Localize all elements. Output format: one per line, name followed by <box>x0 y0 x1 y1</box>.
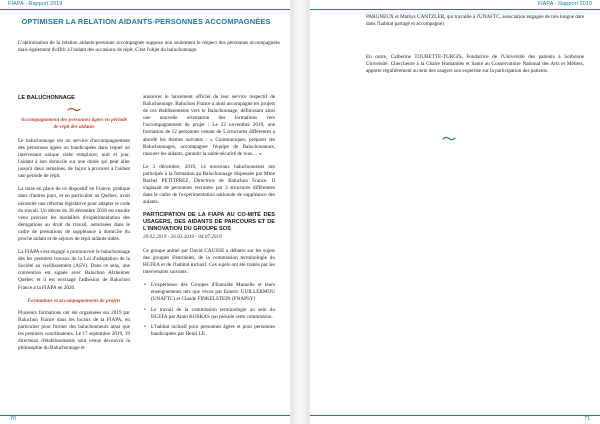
section-subtitle-2: Formations et accompagnements de projets <box>27 297 121 304</box>
right-page <box>310 0 600 424</box>
book-gutter <box>290 0 310 424</box>
right-column <box>143 95 275 341</box>
paragraph: Ce groupe animé par David CAUSSE a débattu sur les sujets des groupes d'entraides, de la commission terminologie du HCFEA et de l'habitat inclusif. Ces sujets ont été traités par les intervenants suivants : <box>143 247 275 276</box>
paragraph: La FIAPA s'est engagé à promouvoir le baluchonnage dès les premiers travaux de la Loi d'adaptation de la Société au vieillissement (ASV). Dans ce sens, une convention est signée avec Baluchon Alzheimer Québec et il est envisagé l'adhésion de Baluchon France à la FIAPA en 2020. <box>18 249 130 291</box>
paragraph: La mise en place de ce dispositif en France, pratiqué dans d'autres pays, et en particulier au Québec, avait nécessité une réforme législative pour adapter le code du travail. Un décret du 28 décembre 2018 est ensuite venu préciser les modalités d'expérimentation des dérogations au droit du travail, autorisées dans le cadre de prestations de suppléance à domicile du proche aidant et de séjours de répit aidants-aidés. <box>18 186 130 242</box>
running-header: FIAPA - Rapport 2019 <box>537 1 592 7</box>
paragraph: Plusieurs formations ont été organisées sur 2019 par Baluchon France dans les locaux de la FIAPA, en particulier pour former des baluchonneurs ainsi que les premiers coordinateurs. Le 17 septembre 2019, 19 directeurs d'établissements sont venus découvrir la philosophie du Baluchonnage et <box>18 309 130 352</box>
intro-paragraph: L'optimisation de la relation aidants-personne accompagnée suppose non seulement le respect des personnes accompagnées mais également d'offrir à l'aidant des occasions de répit. C'est l'objet du baluchonnage. <box>18 40 280 54</box>
page-number: 70 <box>10 416 16 422</box>
running-header: FIAPA - Rapport 2019 <box>8 1 63 7</box>
section-dates: 20.02.2019 - 26.03.2019 - 04.07.2019 <box>143 233 222 240</box>
page-number: 71 <box>584 416 590 422</box>
header-rule <box>310 9 600 10</box>
wave-ornament-icon <box>442 128 456 146</box>
section-title: LE BALUCHONNAGE <box>18 95 75 101</box>
page-footer <box>0 415 290 424</box>
left-column <box>18 95 130 358</box>
paragraph: Le baluchonnage est un service d'accompagnement des personnes âgées ou handicapées dans lequel un intervenant unique vient remplacer, nuit et jour, l'aidant à son domicile sur une durée qui peut aller jusqu'à deux semaines, de façon à procurer à l'aidant une période de répit. <box>18 137 130 180</box>
footer-rule <box>310 415 600 416</box>
left-page <box>0 0 290 424</box>
wave-ornament-icon <box>18 107 130 115</box>
bullet-list <box>143 282 275 338</box>
section-title-2: PARTICIPATION DE LA FIAPA AU CO-MITÉ DES USAGERS, DES AIDANTS DE PARCOURS ET DE L'INNOVATION DU GROUPE SOS <box>143 212 275 232</box>
section-subtitle: Accompagnement des personnes âgées en période de répit des aidants <box>20 117 128 130</box>
page-footer <box>310 415 600 424</box>
list-item: • L'expérience des Groupes d'Entraide Mutuelle et leurs enseignements tels que vécus par Emeric GUILLERMOU (UNAFTC) et Claude FINKELSTEIN (FNAPSY) <box>151 282 275 303</box>
list-item: • Le travail de la commission terminologie au sein du HCEFA par Alain KOSKAS qui préside cette commission. <box>151 307 275 321</box>
page-title: OPTIMISER LA RELATION AIDANTS-PERSONNES ACCOMPAGNÉES <box>21 17 271 26</box>
footer-rule <box>0 415 290 416</box>
paragraph: Le 3 décembre, 2019, 14 nouveaux baluchonneurs ont participés à la formation au Baluchonnage dispensée par Mme Rachel PETITPREZ, Directrice de Baluchon France. Il s'agissait de personnes recrutées par 3 structures différentes dans le cadre de l'expérimentation nationale de suppléance des aidants. <box>143 163 275 206</box>
continuation-text: PARGNEUX et Mathys CANTZLER, qui travaille à l'UNAFTC, association engagée de très longue date dans l'habitat partagé et accompagné) <box>366 14 584 28</box>
header-rule <box>0 9 290 10</box>
list-item: • L'habitat inclusif pour personnes âgées et pour personnes handicapées par Henri LE <box>151 324 275 338</box>
paragraph: annoncer le lancement officiel de leur service respectif de Baluchonnage. Baluchon France a ainsi accompagné les projets de ces établissements vers le Baluchonnage, définissant ainsi une nouvelle orientation des formations vers l'accompagnement de projet : Le 22 novembre 2019, une formation de 12 personnes venant de 5 structures différentes a abordé les thèmes suivants : « Communiquer, préparer les Baluchonnages, accompagner l'équipe de Baluchonneurs, rassurer les aidants, garantir la santé-sécurité de tous… ». <box>143 94 275 157</box>
paragraph: En outre, Catherine TOURETTE-TURGIS, Fondatrice de l'Université des patients à Sorbonne Université. Chercheure à la Chaire Humanités et Santé au Conservatoire National des Arts et Métiers, apporte régulièrement au sein des usagers son expertise sur la participation des patients. <box>366 54 584 75</box>
